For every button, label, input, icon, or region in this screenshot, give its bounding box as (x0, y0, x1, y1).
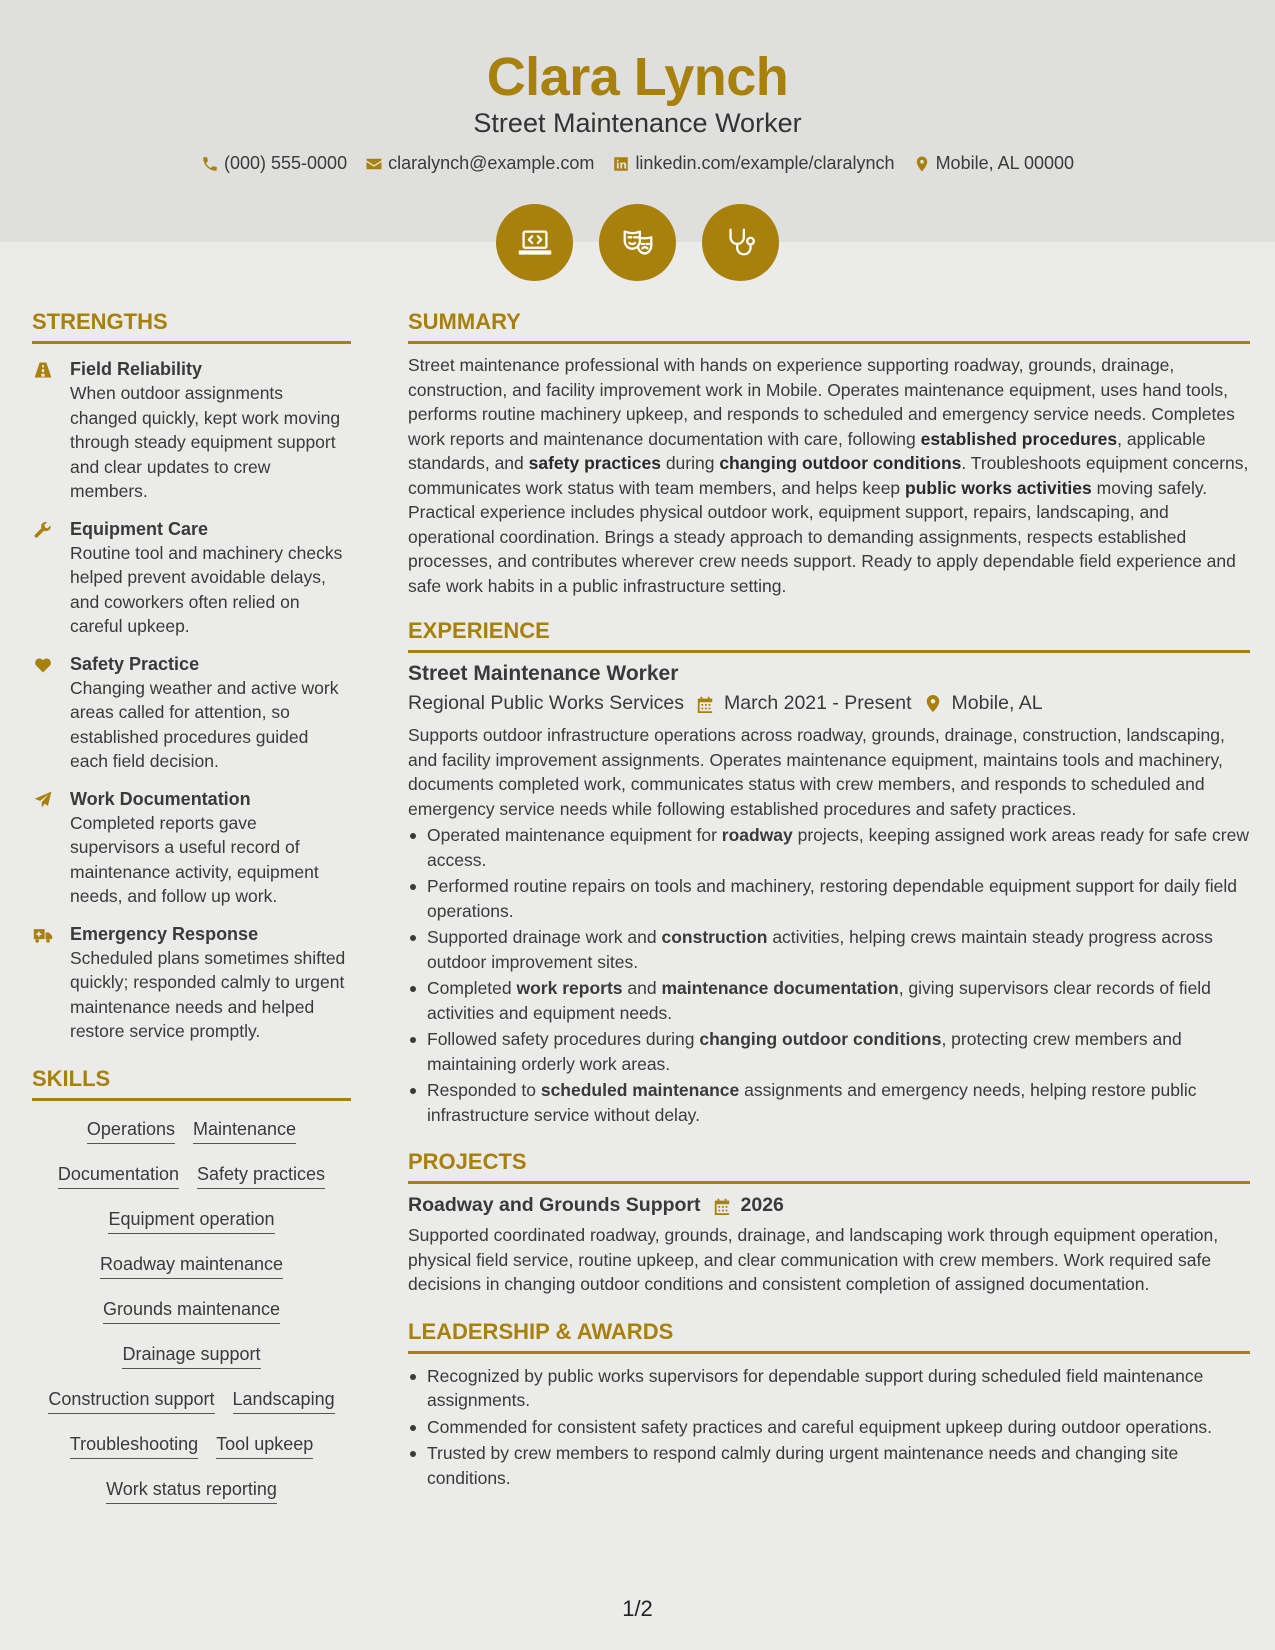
job-dates: March 2021 - Present (724, 692, 912, 714)
theater-masks-badge (599, 204, 676, 281)
project-title: Roadway and Grounds Support (408, 1194, 701, 1216)
strength-description: Completed reports gave supervisors a useful record of maintenance activity, equipment needs, and follow up work. (70, 812, 319, 906)
strength-item (32, 357, 351, 504)
linkedin-icon (612, 155, 630, 173)
skill-tag: Drainage support (122, 1342, 260, 1369)
skill-row (32, 1387, 351, 1432)
strength-description: Routine tool and machinery checks helped prevent avoidable delays, and coworkers often relied on careful upkeep. (70, 542, 343, 636)
job-entry-title: Street Maintenance Worker (408, 662, 679, 685)
experience-heading: EXPERIENCE (408, 618, 1250, 653)
job-meta (408, 692, 1250, 715)
skill-row (32, 1162, 351, 1207)
job-bullet: Completed work reports and maintenance documentation, giving supervisors clear records of field activities and equipment needs. (408, 976, 1250, 1025)
contact-bar (0, 153, 1275, 174)
award-bullet: Trusted by crew members to respond calmly during urgent maintenance needs and changing site conditions. (408, 1441, 1250, 1490)
job-bullets (408, 823, 1250, 1127)
calendar-icon (696, 694, 714, 714)
job-bullet: Responded to scheduled maintenance assignments and emergency needs, helping restore public infrastructure service without delay. (408, 1078, 1250, 1127)
awards-list (408, 1364, 1250, 1491)
skill-tag: Documentation (58, 1162, 179, 1189)
skill-tag: Operations (87, 1117, 175, 1144)
laptop-code-badge (496, 204, 573, 281)
job-description: Supports outdoor infrastructure operations across roadway, grounds, drainage, construction, landscaping, and facility improvement assignments. Operates maintenance equipment, maintains tools and machinery, documents completed work, communicates status with crew members, and responds to scheduled and emergency service needs while following established procedures and safety practices. (408, 725, 1225, 819)
stethoscope-icon (722, 224, 760, 262)
strength-item (32, 517, 351, 639)
projects-heading: PROJECTS (408, 1149, 1250, 1184)
project-description: Supported coordinated roadway, grounds, drainage, and landscaping work through equipment operation, physical field service, routine upkeep, and clear communication with crew members. Work required safe decisions in changing outdoor conditions and consistent completion of assigned documentation. (408, 1225, 1219, 1294)
skill-tag: Troubleshooting (70, 1432, 198, 1459)
skill-tag: Safety practices (197, 1162, 325, 1189)
job-title: Street Maintenance Worker (473, 108, 802, 138)
location-pin-icon (924, 694, 942, 714)
skill-tag: Work status reporting (106, 1477, 277, 1504)
stethoscope-badge (702, 204, 779, 281)
job-bullet: Followed safety procedures during changing outdoor conditions, protecting crew members and maintaining orderly work areas. (408, 1027, 1250, 1076)
laptop-code-icon (516, 224, 554, 262)
skill-row (32, 1432, 351, 1477)
strength-title: Work Documentation (70, 788, 251, 809)
strength-title: Emergency Response (70, 923, 259, 944)
wrench-icon (32, 520, 54, 540)
paper-plane-icon (32, 790, 54, 810)
experience-list (408, 662, 1250, 1127)
skill-tag: Equipment operation (108, 1207, 274, 1234)
summary-text: Street maintenance professional with hands on experience supporting roadway, grounds, drainage, construction, and facility improvement work in Mobile. Operates maintenance equipment, uses hand tools, performs routine machinery upkeep, and responds to scheduled and emergency service needs. Completes work reports and maintenance documentation with care, following established procedures, applicable standards, and safety practices during changing outdoor conditions. Troubleshoots equipment concerns, communicates work status with team members, and helps keep public works activities moving safely. Practical experience includes physical outdoor work, equipment support, repairs, landscaping, and operational coordination. Brings a steady approach to demanding assignments, respects established processes, and contributes wherever crew needs support. Ready to apply dependable field experience and safe work habits in a public infrastructure setting. (408, 355, 1249, 596)
contact-email[interactable] (365, 153, 594, 174)
calendar-icon (713, 1196, 731, 1216)
company-name: Regional Public Works Services (408, 692, 684, 714)
job-bullet: Performed routine repairs on tools and machinery, restoring dependable equipment support for daily field operations. (408, 874, 1250, 923)
strength-description: Changing weather and active work areas called for attention, so established procedures guided each field decision. (70, 677, 339, 771)
skill-tag: Maintenance (193, 1117, 296, 1144)
skills-list (32, 1117, 351, 1522)
email-text: claralynch@example.com (388, 153, 595, 173)
skill-row (32, 1297, 351, 1342)
page-number: 1/2 (622, 1596, 653, 1621)
awards-heading: LEADERSHIP & AWARDS (408, 1319, 1250, 1354)
strengths-heading: STRENGTHS (32, 309, 351, 344)
location-text: Mobile, AL 00000 (935, 153, 1074, 173)
linkedin-text: linkedin.com/example/claralynch (635, 153, 895, 173)
job-bullet: Supported drainage work and construction activities, helping crews maintain steady progress across outdoor improvement sites. (408, 925, 1250, 974)
skills-heading: SKILLS (32, 1066, 351, 1101)
strength-item (32, 922, 351, 1044)
award-bullet: Recognized by public works supervisors for dependable support during scheduled field maintenance assignments. (408, 1364, 1250, 1413)
skill-row (32, 1117, 351, 1162)
strength-title: Field Reliability (70, 359, 203, 379)
strength-title: Safety Practice (70, 653, 200, 674)
summary-heading: SUMMARY (408, 309, 1250, 344)
job-bullet: Operated maintenance equipment for roadway projects, keeping assigned work areas ready for safe crew access. (408, 823, 1250, 872)
interest-badges (0, 204, 1275, 281)
strength-item (32, 652, 351, 774)
strength-description: When outdoor assignments changed quickly, kept work moving through steady equipment support and clear updates to crew members. (70, 383, 341, 501)
envelope-icon (365, 155, 383, 173)
location-pin-icon (913, 155, 931, 173)
projects-list (408, 1194, 1250, 1297)
skill-tag: Grounds maintenance (103, 1297, 280, 1324)
phone-icon (201, 155, 219, 173)
strength-item (32, 787, 351, 909)
skill-row (32, 1252, 351, 1297)
skill-row (32, 1207, 351, 1252)
skill-row (32, 1477, 351, 1522)
project-header (408, 1194, 1250, 1217)
contact-location (913, 153, 1074, 174)
road-icon (32, 360, 54, 380)
project-date: 2026 (740, 1194, 784, 1216)
left-column (32, 309, 351, 1522)
skill-tag: Roadway maintenance (100, 1252, 283, 1279)
phone-text: (000) 555-0000 (223, 153, 348, 173)
contact-phone[interactable] (201, 153, 347, 174)
skill-tag: Construction support (48, 1387, 214, 1414)
contact-linkedin[interactable] (612, 153, 894, 174)
skill-tag: Landscaping (233, 1387, 335, 1414)
right-column (408, 309, 1250, 1492)
skill-row (32, 1342, 351, 1387)
candidate-name: Clara Lynch (486, 47, 789, 107)
job-location: Mobile, AL (951, 692, 1043, 714)
masks-theater-icon (619, 224, 657, 262)
job-entry (408, 662, 1250, 1127)
strength-title: Equipment Care (70, 518, 209, 539)
award-bullet: Commended for consistent safety practices and careful equipment upkeep during outdoor operations. (408, 1415, 1250, 1440)
truck-medical-icon (32, 925, 54, 945)
heart-icon (32, 655, 54, 675)
strengths-list (32, 357, 351, 1044)
strength-description: Scheduled plans sometimes shifted quickly; responded calmly to urgent maintenance needs and helped restore service promptly. (70, 947, 346, 1041)
skill-tag: Tool upkeep (216, 1432, 313, 1459)
